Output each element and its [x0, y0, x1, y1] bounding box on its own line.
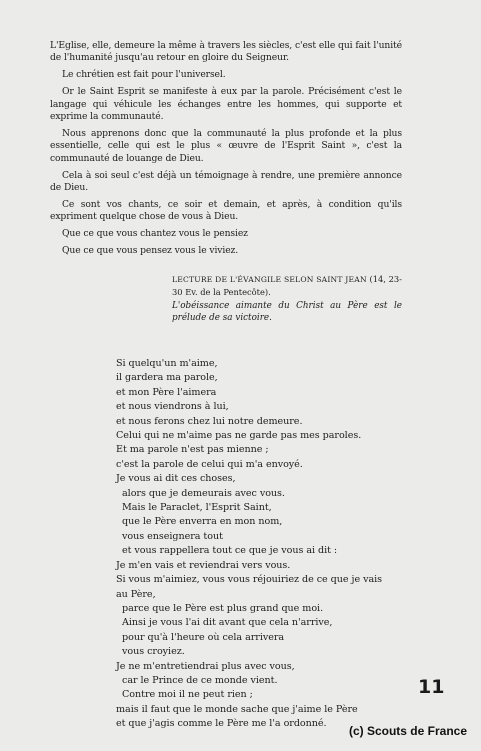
gospel-line: et nous viendrons à lui, [116, 401, 229, 413]
gospel-line: Celui qui ne m'aime pas ne garde pas mes paroles. [116, 430, 362, 442]
gospel-line: parce que le Père est plus grand que moi. [122, 602, 324, 614]
reading-header [172, 273, 402, 324]
gospel-line: mais il faut que le monde sache que j'aime le Père [116, 703, 358, 715]
gospel-line: et mon Père l'aimera [116, 386, 217, 398]
intro-paragraph: Or le Saint Esprit se manifeste à eux par la parole. Précisément c'est le langage qui véhicule les échanges entre les hommes, qui supporte et exprime la communauté. [50, 86, 402, 123]
reading-title [172, 273, 402, 298]
gospel-text [116, 357, 406, 732]
gospel-line: vous croyiez. [122, 646, 185, 658]
copyright-watermark: (c) Scouts de France [348, 724, 467, 738]
gospel-line: et vous rappellera tout ce que je vous ai dit : [122, 545, 338, 557]
intro-paragraph: Que ce que vous pensez vous le viviez. [62, 245, 239, 257]
page-number: 11 [418, 676, 445, 698]
gospel-line: que le Père enverra en mon nom, [122, 516, 283, 528]
gospel-line: au Père, [116, 588, 156, 600]
reading-reference: (14, 23-30 Ev. de la Pentecôte). [172, 274, 402, 297]
gospel-line: Et ma parole n'est pas mienne ; [116, 444, 269, 456]
intro-paragraph: Ce sont vos chants, ce soir et demain, et après, à condition qu'ils expriment quelque chose de vous à Dieu. [50, 198, 402, 223]
gospel-line: et nous ferons chez lui notre demeure. [116, 415, 303, 427]
gospel-line: Si vous m'aimiez, vous vous réjouiriez de ce que je vais [116, 574, 382, 586]
gospel-line: car le Prince de ce monde vient. [122, 674, 278, 686]
intro-paragraph: Nous apprenons donc que la communauté la plus profonde et la plus essentielle, celle qui est le plus « œuvre de l'Esprit Saint », c'est la communauté de louange de Dieu. [50, 127, 402, 164]
intro-paragraph: Que ce que vous chantez vous le pensiez [62, 228, 248, 240]
intro-paragraph: Le chrétien est fait pour l'universel. [62, 69, 226, 81]
reading-title-caps: LECTURE DE L'ÉVANGILE SELON SAINT JEAN [172, 275, 367, 284]
intro-paragraph: Cela à soi seul c'est déjà un témoignage à rendre, une première annonce de Dieu. [50, 169, 402, 194]
intro-paragraph: L'Eglise, elle, demeure la même à travers les siècles, c'est elle qui fait l'unité de l'humanité jusqu'au retour en gloire du Seigneur. [50, 40, 402, 64]
gospel-line: Ainsi je vous l'ai dit avant que cela n'arrive, [122, 617, 333, 629]
gospel-line: Je ne m'entretiendrai plus avec vous, [116, 660, 295, 672]
gospel-line: il gardera ma parole, [116, 372, 218, 384]
gospel-line: c'est la parole de celui qui m'a envoyé. [116, 458, 303, 470]
gospel-line: Je m'en vais et reviendrai vers vous. [116, 559, 291, 571]
intro-text [50, 40, 402, 262]
reading-subtitle: L'obéissance aimante du Christ au Père est le prélude de sa victoire. [172, 301, 402, 323]
gospel-line: vous enseignera tout [122, 530, 223, 542]
gospel-line: et que j'agis comme le Père me l'a ordonné. [116, 718, 327, 730]
gospel-line: Mais le Paraclet, l'Esprit Saint, [122, 502, 272, 514]
gospel-line: alors que je demeurais avec vous. [122, 487, 285, 499]
gospel-line: Si quelqu'un m'aime, [116, 358, 218, 369]
gospel-line: Je vous ai dit ces choses, [116, 473, 236, 485]
gospel-line: Contre moi il ne peut rien ; [122, 689, 253, 701]
gospel-line: pour qu'à l'heure où cela arrivera [122, 631, 285, 643]
